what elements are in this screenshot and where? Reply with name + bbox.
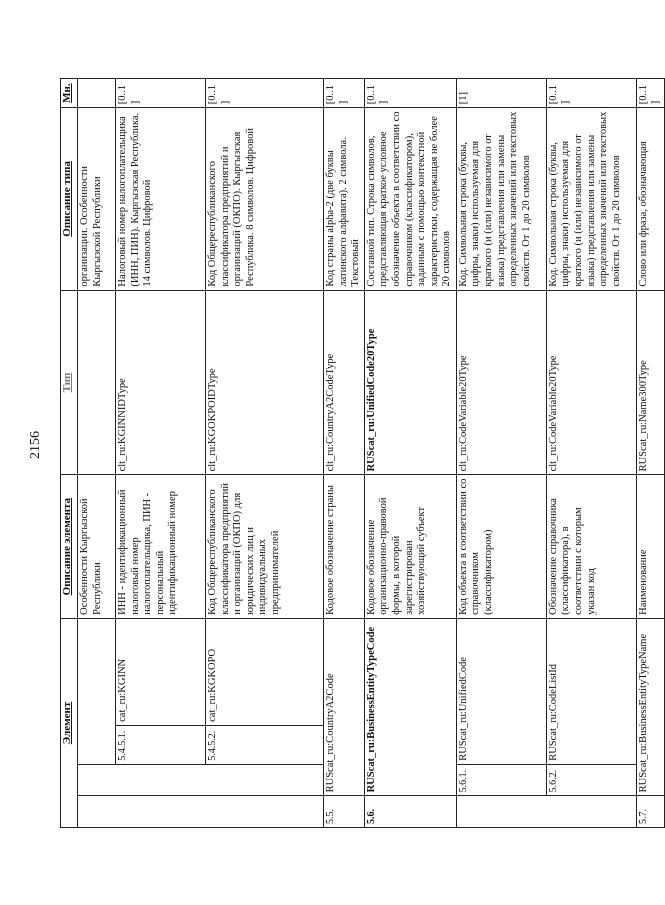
indent-cell xyxy=(456,796,546,828)
schema-table xyxy=(60,78,665,828)
indent-cell xyxy=(546,796,636,828)
row-multiplicity: [0..1] xyxy=(206,79,324,108)
row-type-description: Код. Символьная строка (буквы, цифры, знаки) используемая для краткого (и (или) независимого от языка) представления или замены определенных значений или текстовых свойств. От 1 до 20 символов xyxy=(546,108,636,290)
header-multiplicity: Мн. xyxy=(61,79,78,108)
row-element-description: ИНН - идентификационный налоговый номер налогоплательщика, ПИН - персональный идентификационный номер xyxy=(116,475,206,618)
row-element-description: Код объекта в соответствии со справочником (классификатором) xyxy=(456,475,546,618)
row-type-description: Код Общереспубликанского классификатора предприятий и организаций (ОКПО). Кыргызская Республика. 8 символов. Цифровой xyxy=(206,108,324,290)
row-element xyxy=(78,618,116,764)
table-row xyxy=(206,79,324,828)
indent-cell xyxy=(78,764,116,796)
row-type: clt_ru:KGOKPOIDType xyxy=(206,290,324,475)
row-element-description: Кодовое обозначение организационно-правовой формы, в которой зарегистрирован хозяйствующий субъект xyxy=(364,475,456,618)
row-number: 5.4.5.1. xyxy=(116,725,206,764)
row-element: RUScat_ru:CountryA2Code xyxy=(324,618,365,796)
row-element-description: Кодовое обозначение страны xyxy=(324,475,365,618)
row-type: clt_ru:CountryA2CodeType xyxy=(324,290,365,475)
row-type: clt_ru:CodeVariable20Type xyxy=(456,290,546,475)
header-type: Тип xyxy=(61,290,78,475)
row-multiplicity: [0..1] xyxy=(324,79,365,108)
row-number: 5.6.2. xyxy=(546,764,636,796)
row-type-description: Налоговый номер налогоплательщика (ИНН, ПИН). Кыргызская Республика. 14 символов. Цифровой xyxy=(116,108,206,290)
row-number: 5.5. xyxy=(324,796,365,828)
row-multiplicity: [0..1] xyxy=(546,79,636,108)
rotated-table-frame xyxy=(60,78,662,828)
row-type xyxy=(78,290,116,475)
indent-cell xyxy=(206,764,324,796)
header-row xyxy=(61,79,78,828)
row-type: clt_ru:KGINNIDType xyxy=(116,290,206,475)
row-multiplicity: [0..1] xyxy=(116,79,206,108)
row-multiplicity: [0..1] xyxy=(636,79,664,108)
table-row xyxy=(546,79,636,828)
row-type-description: Код. Символьная строка (буквы, цифры, знаки) используемая для краткого (и (или) независимого от языка) представления или замены определенных значений или текстовых свойств. От 1 до 20 символов xyxy=(456,108,546,290)
indent-cell xyxy=(116,796,206,828)
row-element-description: Наименование xyxy=(636,475,664,618)
row-number: 5.7. xyxy=(636,796,664,828)
row-element-description: Особенности Кыргызской Республики xyxy=(78,475,116,618)
table-row xyxy=(364,79,456,828)
table-row xyxy=(456,79,546,828)
table-row xyxy=(324,79,365,828)
row-element: RUScat_ru:UnifiedCode xyxy=(456,618,546,764)
row-multiplicity xyxy=(78,79,116,108)
header-type-description: Описание типа xyxy=(61,108,78,290)
row-type-description: Слово или фраза, обозначающая xyxy=(636,108,664,290)
page-number: 2156 xyxy=(28,431,43,459)
row-element-description: Код Общереспубликанского классификатора предприятий и организаций (ОКПО) для юридических лиц и индивидуальных предпринимателей xyxy=(206,475,324,618)
row-multiplicity: [0..1] xyxy=(364,79,456,108)
row-number: 5.6.1. xyxy=(456,764,546,796)
row-type: RUScat_ru:UnifiedCode20Type xyxy=(364,290,456,475)
indent-cell xyxy=(116,764,206,796)
indent-cell xyxy=(206,796,324,828)
row-type: clt_ru:CodeVariable20Type xyxy=(546,290,636,475)
row-element: RUScat_ru:BusinessEntityTypeName xyxy=(636,618,664,796)
header-element: Элемент xyxy=(61,618,78,827)
row-element-description: Обозначение справочника (классификатора), в соответствии с которым указан код xyxy=(546,475,636,618)
row-type: RUScat_ru:Name300Type xyxy=(636,290,664,475)
row-type-description: Код страны alpha-2 (две буквы латинского алфавита). 2 символа. Текстовый xyxy=(324,108,365,290)
row-element: cat_ru:KGKOPO xyxy=(206,618,324,725)
row-type-description: организации. Особенности Кыргызской Республики xyxy=(78,108,116,290)
row-element: RUScat_ru:CodeListId xyxy=(546,618,636,764)
row-element: cat_ru:KGINN xyxy=(116,618,206,725)
row-number: 5.4.5.2. xyxy=(206,725,324,764)
header-element-description: Описание элемента xyxy=(61,475,78,618)
table-row xyxy=(636,79,664,828)
row-type-description: Составной тип. Строка символов, представляющая краткое условное обозначение объекта в соответствии со справочником (классификатором), заданным с помощью контекстной характеристики, содержащая не более 20 символов xyxy=(364,108,456,290)
indent-cell xyxy=(78,796,116,828)
row-element: RUScat_ru:BusinessEntityTypeCode xyxy=(364,618,456,796)
row-multiplicity: [1] xyxy=(456,79,546,108)
table-row xyxy=(78,79,116,828)
row-number: 5.6. xyxy=(364,796,456,828)
table-row xyxy=(116,79,206,828)
